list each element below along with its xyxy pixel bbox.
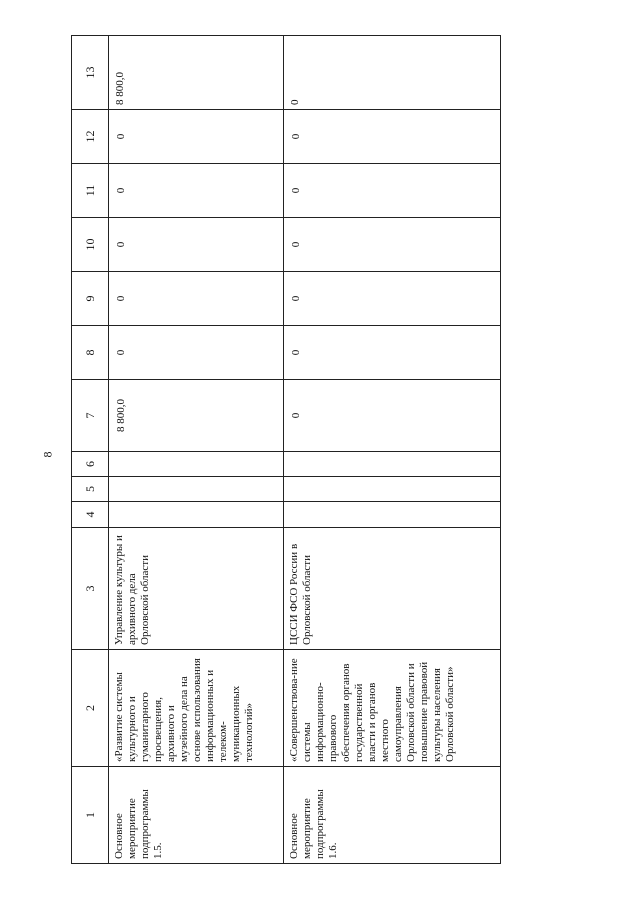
value-cell (284, 110, 501, 164)
value-cell (109, 272, 284, 326)
description-cell (109, 650, 284, 767)
responsible-executor: Управление культуры и архивного дела Орловской области (113, 535, 151, 645)
table-row (284, 36, 501, 864)
empty-cell (109, 477, 284, 502)
rotated-table-container (71, 36, 501, 864)
value-cell (109, 218, 284, 272)
value-col-8: 0 (290, 349, 302, 356)
value-cell (284, 218, 501, 272)
measure-name: Основное мероприятие подпрограммы 1.5. (113, 789, 164, 859)
executor-cell (284, 528, 501, 650)
measure-name: Основное мероприятие подпрограммы 1.6. (288, 789, 339, 859)
header-col-7: 7 (72, 380, 109, 452)
header-col-1: 1 (72, 767, 109, 864)
empty-cell (109, 452, 284, 477)
table-row (109, 36, 284, 864)
header-row (72, 36, 109, 864)
header-col-2: 2 (72, 650, 109, 767)
value-cell (109, 110, 284, 164)
header-col-11: 11 (72, 164, 109, 218)
header-col-8: 8 (72, 326, 109, 380)
value-cell (109, 380, 284, 452)
header-col-10: 10 (72, 218, 109, 272)
measure-description: «Совершенствова-ние системы информационно-правового обеспечения органов государственной власти и органов местного самоуправления Орловской области и повышение правовой культуры населения Орловской области» (288, 658, 456, 762)
empty-cell (109, 502, 284, 528)
measure-cell (109, 767, 284, 864)
value-col-11: 0 (115, 187, 127, 194)
value-cell (284, 272, 501, 326)
header-col-4: 4 (72, 502, 109, 528)
value-col-13: 8 800,0 (114, 72, 126, 105)
value-cell (284, 380, 501, 452)
executor-cell (109, 528, 284, 650)
page-number: 8 (40, 451, 55, 458)
value-col-9: 0 (115, 295, 127, 302)
value-cell (109, 164, 284, 218)
empty-cell (284, 502, 501, 528)
header-col-5: 5 (72, 477, 109, 502)
value-col-7: 0 (290, 412, 302, 419)
header-col-12: 12 (72, 110, 109, 164)
value-col-13: 0 (289, 99, 301, 105)
responsible-executor: ЦССИ ФСО России в Орловской области (288, 543, 313, 645)
header-col-9: 9 (72, 272, 109, 326)
empty-cell (284, 477, 501, 502)
measure-description: «Развитие системы культурного и гуманитарного просвещения, архивного и музейного дела на основе использования информационных и телеком-муникационных технологий» (113, 658, 255, 762)
value-cell (109, 36, 284, 110)
value-col-12: 0 (115, 133, 127, 140)
value-col-8: 0 (115, 349, 127, 356)
value-cell (284, 164, 501, 218)
value-col-9: 0 (290, 295, 302, 302)
value-cell (109, 326, 284, 380)
budget-table (71, 35, 501, 864)
header-col-6: 6 (72, 452, 109, 477)
value-col-7: 8 800,0 (115, 399, 127, 432)
header-col-3: 3 (72, 528, 109, 650)
value-col-10: 0 (115, 241, 127, 248)
description-cell (284, 650, 501, 767)
value-cell (284, 326, 501, 380)
value-col-12: 0 (290, 133, 302, 140)
value-cell (284, 36, 501, 110)
measure-cell (284, 767, 501, 864)
value-col-10: 0 (290, 241, 302, 248)
header-col-13: 13 (72, 36, 109, 110)
empty-cell (284, 452, 501, 477)
value-col-11: 0 (290, 187, 302, 194)
